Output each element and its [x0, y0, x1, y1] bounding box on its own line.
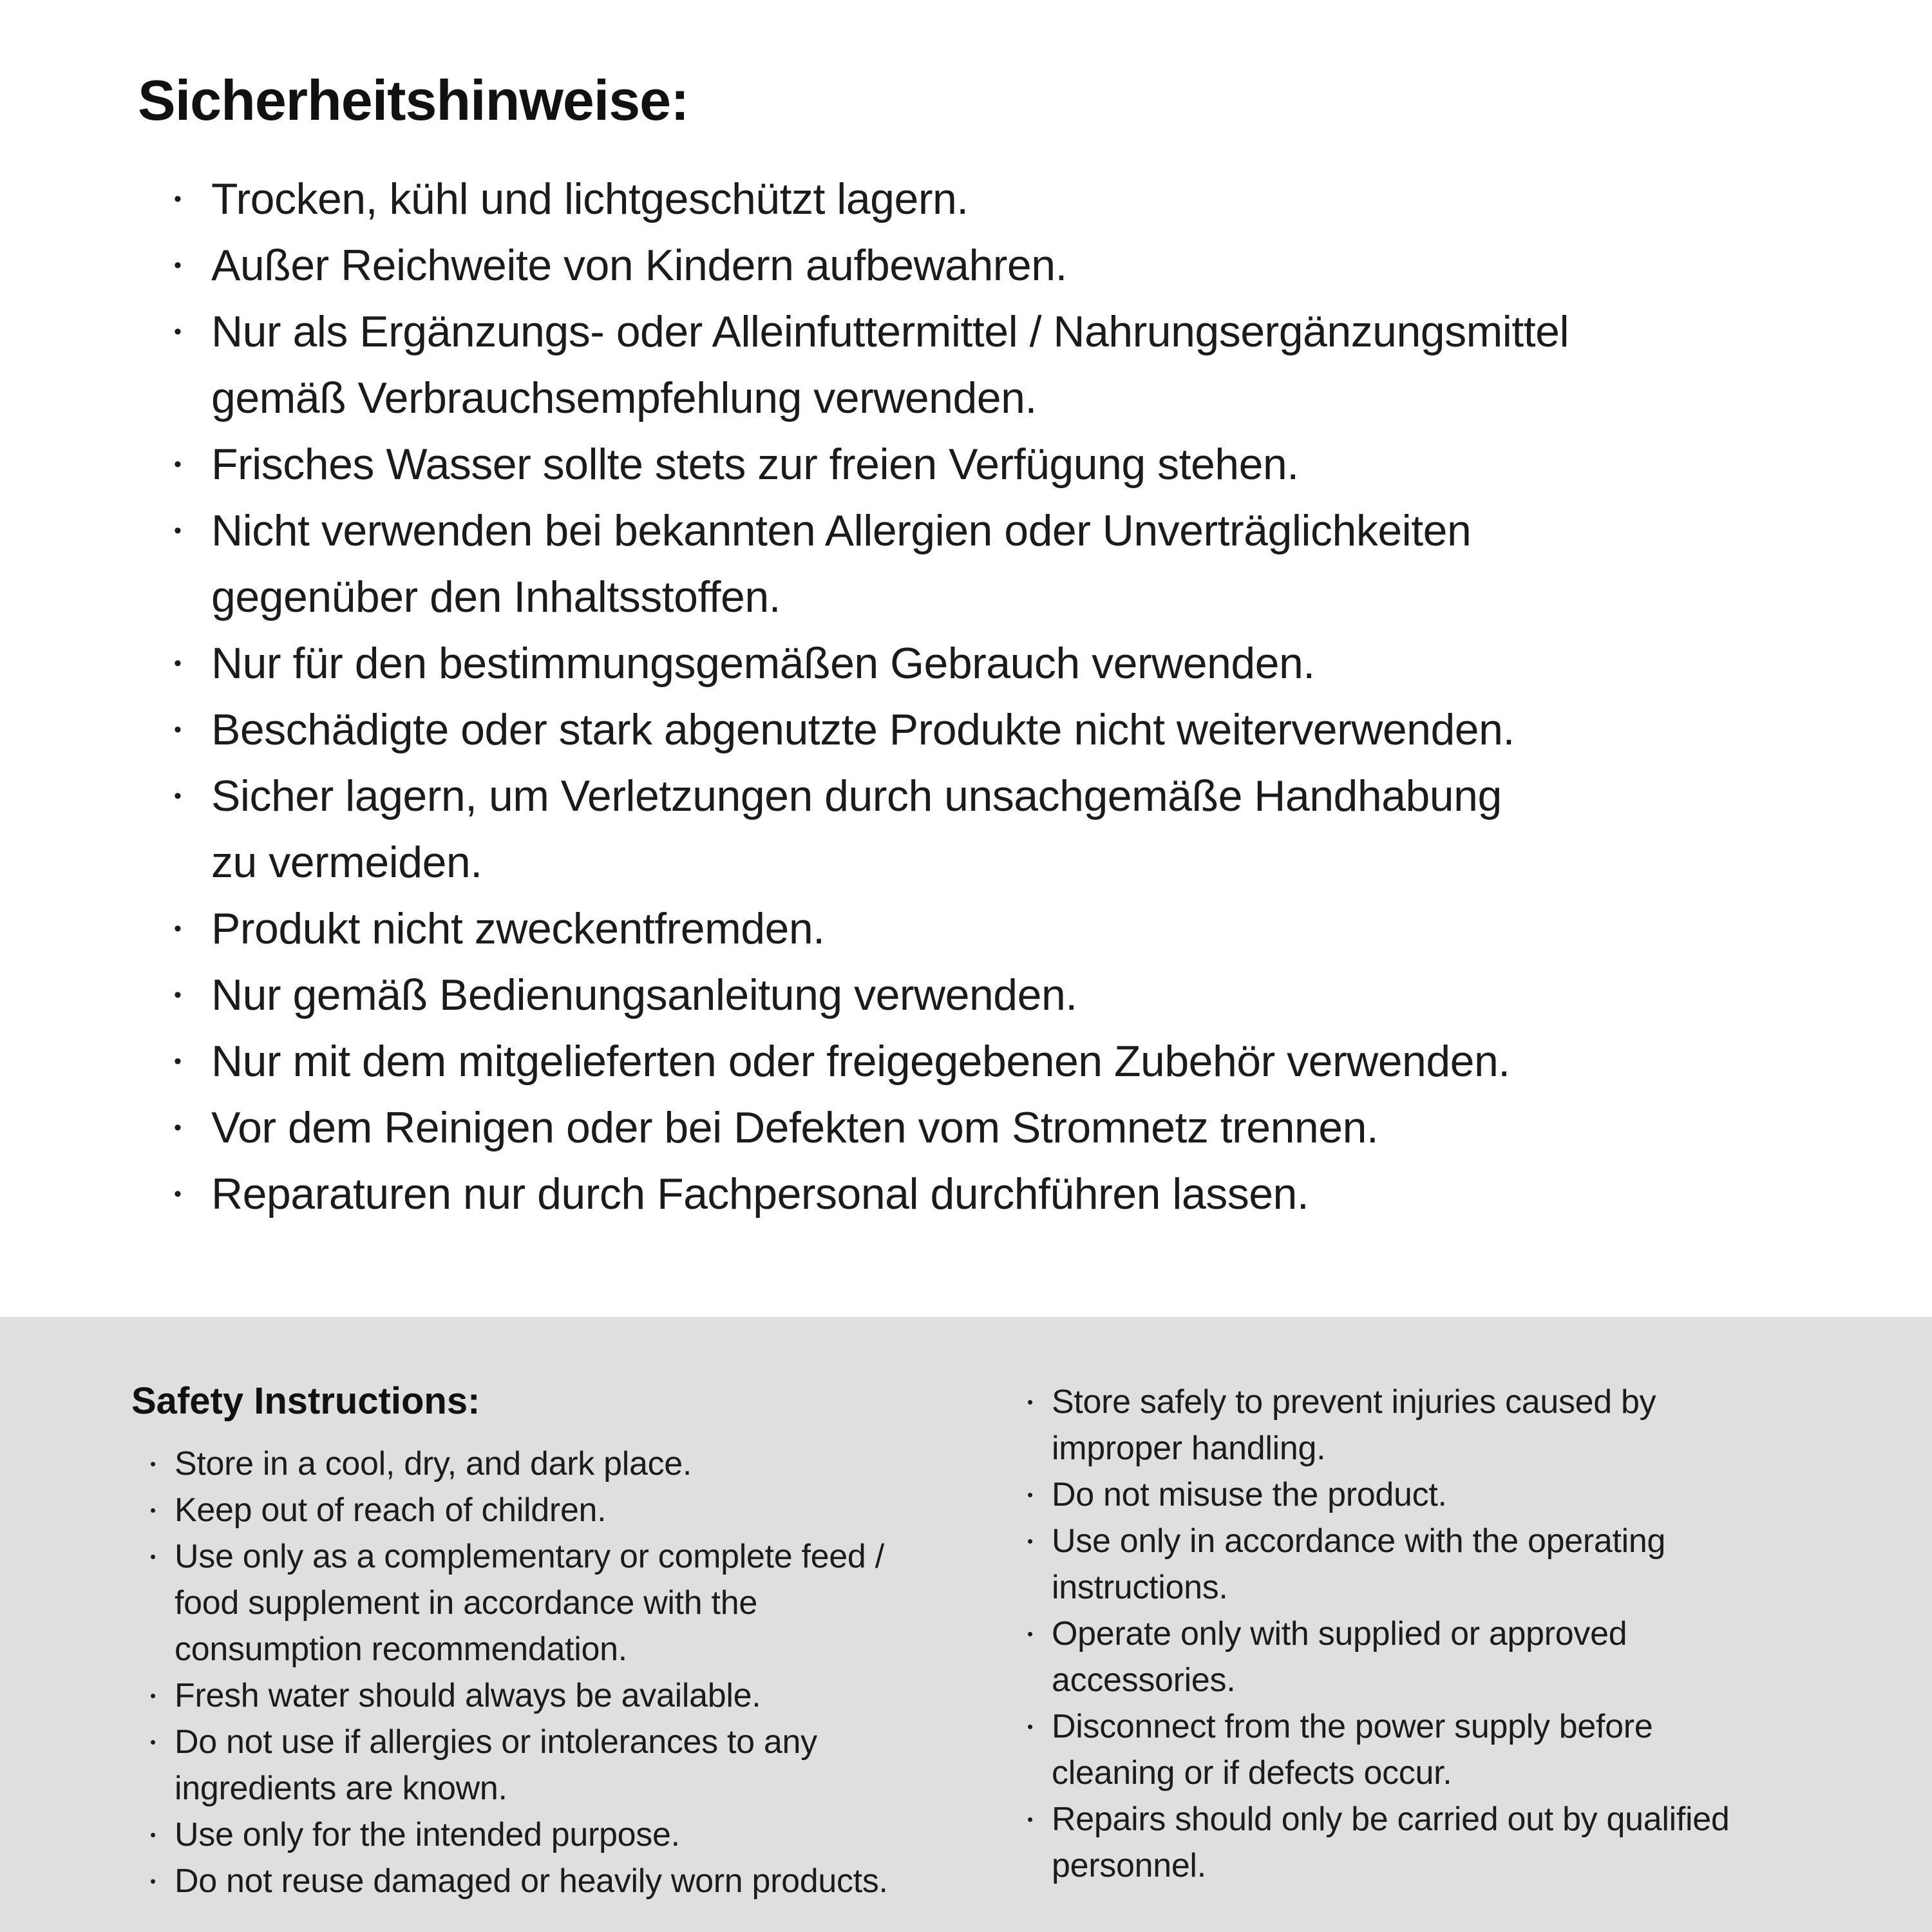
- list-item-line: Nur gemäß Bedienungsanleitung verwenden.: [211, 971, 1077, 1020]
- bullet-icon: •: [1027, 1531, 1033, 1551]
- list-item: [174, 896, 1868, 962]
- list-item-text: [211, 1095, 1868, 1161]
- list-item-line: Use only in accordance with the operating: [1052, 1522, 1666, 1560]
- list-item-line: gemäß Verbrauchsempfehlung verwenden.: [211, 374, 1037, 423]
- list-item-text: [211, 896, 1868, 962]
- list-item-text: [211, 763, 1868, 896]
- list-item-line: Außer Reichweite von Kindern aufbewahren.: [211, 241, 1067, 290]
- list-item-line: Repairs should only be carried out by qualified: [1052, 1801, 1730, 1838]
- list-item: [174, 498, 1868, 630]
- english-right-column: [1009, 1379, 1874, 1932]
- bullet-icon: •: [150, 1732, 156, 1752]
- list-item-text: [175, 1719, 1009, 1812]
- list-item-text: [211, 431, 1868, 498]
- bullet-icon: •: [1027, 1392, 1033, 1412]
- list-item-line: Nur mit dem mitgelieferten oder freigegebenen Zubehör verwenden.: [211, 1037, 1510, 1086]
- bullet-icon: •: [150, 1547, 156, 1566]
- list-item-line: Trocken, kühl und lichtgeschützt lagern.: [211, 175, 969, 224]
- list-item: [174, 299, 1868, 431]
- list-item: [1027, 1703, 1874, 1796]
- list-item: [174, 763, 1868, 896]
- list-item-line: Vor dem Reinigen oder bei Defekten vom Stromnetz trennen.: [211, 1103, 1379, 1153]
- bullet-icon: •: [174, 187, 182, 212]
- list-item: [174, 697, 1868, 763]
- list-item: [1027, 1796, 1874, 1889]
- list-item: [150, 1487, 1009, 1533]
- list-item-text: [211, 166, 1868, 232]
- bullet-icon: •: [174, 717, 182, 743]
- list-item-line: Do not reuse damaged or heavily worn products.: [175, 1862, 888, 1900]
- list-item-text: [211, 299, 1868, 431]
- list-item-text: [1052, 1518, 1874, 1611]
- list-item: [174, 1161, 1868, 1227]
- list-item-line: Nur als Ergänzungs- oder Alleinfuttermittel / Nahrungsergänzungsmittel: [211, 307, 1569, 357]
- german-instructions-list: [174, 166, 1868, 1227]
- list-item-line: Nicht verwenden bei bekannten Allergien oder Unverträglichkeiten: [211, 506, 1472, 556]
- list-item-text: [175, 1441, 1009, 1487]
- list-item-text: [211, 1028, 1868, 1095]
- list-item-line: zu vermeiden.: [211, 838, 482, 887]
- list-item: [174, 962, 1868, 1028]
- list-item-text: [211, 697, 1868, 763]
- list-item-line: Operate only with supplied or approved: [1052, 1615, 1627, 1653]
- english-instructions-list-right: [1027, 1379, 1874, 1889]
- list-item-line: instructions.: [1052, 1569, 1228, 1606]
- list-item-text: [175, 1858, 1009, 1904]
- list-item-line: Reparaturen nur durch Fachpersonal durchführen lassen.: [211, 1170, 1309, 1219]
- list-item-text: [1052, 1472, 1874, 1518]
- bullet-icon: •: [174, 1049, 182, 1074]
- bullet-icon: •: [174, 253, 182, 278]
- bullet-icon: •: [174, 319, 182, 345]
- bullet-icon: •: [174, 983, 182, 1008]
- list-item: [174, 1095, 1868, 1161]
- bullet-icon: •: [1027, 1810, 1033, 1829]
- list-item-line: personnel.: [1052, 1847, 1206, 1884]
- list-item-text: [211, 498, 1868, 630]
- bullet-icon: •: [150, 1454, 156, 1473]
- list-item-line: ingredients are known.: [175, 1770, 507, 1807]
- list-item-text: [211, 1161, 1868, 1227]
- list-item-text: [211, 962, 1868, 1028]
- list-item-text: [1052, 1379, 1874, 1472]
- list-item: [174, 232, 1868, 299]
- english-section: [0, 1317, 1932, 1932]
- list-item-line: Frisches Wasser sollte stets zur freien Verfügung stehen.: [211, 440, 1299, 489]
- list-item-line: Do not misuse the product.: [1052, 1476, 1447, 1513]
- list-item: [150, 1719, 1009, 1812]
- bullet-icon: •: [1027, 1485, 1033, 1504]
- list-item: [150, 1672, 1009, 1719]
- list-item-line: Do not use if allergies or intolerances to any: [175, 1723, 817, 1761]
- bullet-icon: •: [150, 1871, 156, 1891]
- list-item-line: Fresh water should always be available.: [175, 1677, 761, 1714]
- list-item-text: [1052, 1796, 1874, 1889]
- german-title: Sicherheitshinweise:: [138, 68, 689, 132]
- list-item-text: [175, 1487, 1009, 1533]
- bullet-icon: •: [174, 1182, 182, 1207]
- list-item: [174, 431, 1868, 498]
- bullet-icon: •: [174, 916, 182, 942]
- list-item-line: food supplement in accordance with the: [175, 1584, 757, 1622]
- bullet-icon: •: [174, 651, 182, 676]
- list-item: [1027, 1472, 1874, 1518]
- bullet-icon: •: [174, 452, 182, 477]
- list-item-text: [175, 1812, 1009, 1858]
- list-item: [150, 1812, 1009, 1858]
- list-item-line: Use only as a complementary or complete feed /: [175, 1538, 884, 1575]
- list-item-text: [175, 1533, 1009, 1672]
- list-item: [174, 630, 1868, 697]
- list-item-line: Beschädigte oder stark abgenutzte Produkte nicht weiterverwenden.: [211, 705, 1515, 755]
- list-item-text: [1052, 1703, 1874, 1796]
- list-item: [174, 166, 1868, 232]
- list-item-line: Keep out of reach of children.: [175, 1492, 607, 1529]
- list-item-line: accessories.: [1052, 1662, 1236, 1699]
- list-item-line: consumption recommendation.: [175, 1631, 627, 1668]
- list-item-line: Store in a cool, dry, and dark place.: [175, 1445, 692, 1482]
- bullet-icon: •: [150, 1686, 156, 1705]
- list-item: [1027, 1518, 1874, 1611]
- english-heading: Safety Instructions:: [131, 1380, 480, 1422]
- list-item: [150, 1858, 1009, 1904]
- list-item-text: [1052, 1611, 1874, 1703]
- list-item-line: Store safely to prevent injuries caused by: [1052, 1383, 1656, 1421]
- list-item-text: [175, 1672, 1009, 1719]
- list-item: [1027, 1611, 1874, 1703]
- bullet-icon: •: [1027, 1717, 1033, 1736]
- list-item-line: Disconnect from the power supply before: [1052, 1708, 1653, 1745]
- list-item-line: Nur für den bestimmungsgemäßen Gebrauch verwenden.: [211, 639, 1315, 688]
- bullet-icon: •: [174, 518, 182, 544]
- list-item-line: Sicher lagern, um Verletzungen durch unsachgemäße Handhabung: [211, 772, 1502, 821]
- bullet-icon: •: [150, 1825, 156, 1844]
- english-left-column: [131, 1379, 1009, 1932]
- list-item-text: [211, 232, 1868, 299]
- list-item: [174, 1028, 1868, 1095]
- list-item-line: Use only for the intended purpose.: [175, 1816, 680, 1853]
- list-item-text: [211, 630, 1868, 697]
- list-item-line: improper handling.: [1052, 1430, 1326, 1467]
- bullet-icon: •: [150, 1501, 156, 1520]
- english-instructions-list-left: [150, 1441, 1009, 1904]
- list-item-line: gegenüber den Inhaltsstoffen.: [211, 573, 781, 622]
- list-item: [1027, 1379, 1874, 1472]
- bullet-icon: •: [174, 784, 182, 809]
- list-item-line: cleaning or if defects occur.: [1052, 1754, 1452, 1792]
- list-item-line: Produkt nicht zweckentfremden.: [211, 904, 825, 954]
- list-item: [150, 1533, 1009, 1672]
- list-item: [150, 1441, 1009, 1487]
- bullet-icon: •: [1027, 1624, 1033, 1643]
- bullet-icon: •: [174, 1115, 182, 1141]
